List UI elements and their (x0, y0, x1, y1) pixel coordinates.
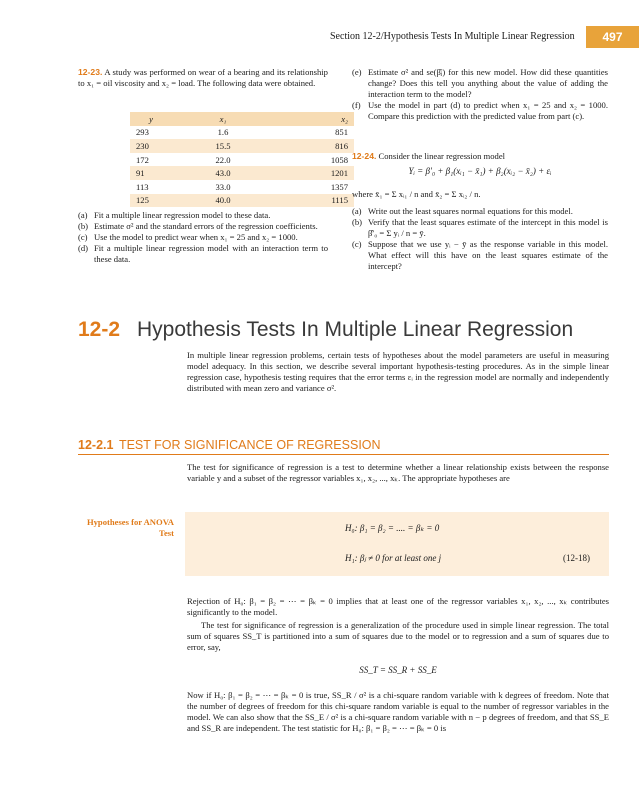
table-row (130, 194, 354, 208)
table-row (130, 180, 354, 194)
section-number: 12-2 (78, 318, 121, 341)
item-label: (a) (78, 210, 88, 220)
list-item (352, 100, 608, 122)
cell: 1115 (274, 194, 354, 208)
margin-note: Hypotheses for ANOVA Test (86, 517, 174, 538)
item-text: Estimate σ² and se(β̂ⱼ) for this new model. How did these quantities change? Does this tell you anything about the value of adding the interaction term to the model? (368, 67, 608, 99)
model-where: where x̄₁ = Σ xᵢ₁ / n and x̄₂ = Σ xᵢ₂ / n. (352, 189, 481, 199)
subsection-number: 12-2.1 (78, 438, 114, 452)
table-row (130, 153, 354, 167)
cell: 125 (130, 194, 172, 208)
cell: 33.0 (215, 181, 231, 192)
section-title: Hypothesis Tests In Multiple Linear Regression (137, 318, 574, 341)
exercise-number: 12-23. (78, 67, 103, 77)
list-item (78, 221, 328, 232)
subsection-paragraph-3: The test for significance of regression is a generalization of the procedure used in simple linear regression. The total sum of squares SS_T is partitioned into a sum of squares due to the model or to regression and a sum of squares due to error, say, (187, 620, 609, 652)
exercise-12-23-parts-cont (352, 67, 608, 122)
table-header-row (130, 112, 354, 126)
table-row (130, 139, 354, 153)
list-item (352, 239, 608, 272)
exercise-number: 12-24. (352, 151, 377, 161)
cell: 40.0 (172, 194, 274, 208)
item-label: (c) (352, 239, 362, 249)
exercise-12-24 (352, 151, 608, 162)
cell: 230 (130, 139, 172, 153)
alt-hypothesis: H₁: βⱼ ≠ 0 for at least one j (345, 553, 442, 563)
cell: 91 (130, 166, 172, 180)
cell: 1201 (274, 166, 354, 180)
item-text: Suppose that we use yᵢ − ȳ as the response variable in this model. What effect will this have on the least squares estimate of the intercept? (368, 239, 608, 271)
item-text: Use the model in part (d) to predict when x₁ = 25 and x₂ = 1000. Compare this prediction with the predicted value from part (c). (368, 100, 608, 121)
list-item (78, 243, 328, 265)
subsection-paragraph-4: Now if H₀: β₁ = β₂ = ⋯ = βₖ = 0 is true, SS_R / σ² is a chi-square random variable with k degrees of freedom. Note that the number of degrees of freedom for this chi-square random variable is equal to the number of regressor variables in the model. We can also show that the SS_E / σ² is a chi-square random variable with n − p degrees of freedom, and that SS_E and SS_R are independent. The test statistic for H₀: β₁ = β₂ = ⋯ = βₖ = 0 is (187, 690, 609, 733)
item-label: (b) (352, 217, 363, 227)
list-item (78, 232, 328, 243)
cell: 1058 (330, 154, 348, 165)
data-table (130, 112, 354, 207)
cell: 43.0 (172, 166, 274, 180)
list-item (352, 206, 608, 217)
item-text: Fit a multiple linear regression model to these data. (94, 210, 271, 220)
item-label: (a) (352, 206, 362, 216)
subsection-paragraph-2: Rejection of H₀: β₁ = β₂ = ⋯ = βₖ = 0 implies that at least one of the regressor variables x₁, x₂, ..., xₖ contributes significantly to the model. (187, 596, 609, 617)
list-item (352, 67, 608, 100)
cell: 293 (136, 127, 149, 138)
exercise-intro: Consider the linear regression model (378, 151, 506, 161)
cell: 851 (335, 127, 348, 138)
section-intro: In multiple linear regression problems, certain tests of hypotheses about the model parameters are useful in measuring model adequacy. In this section, we describe several important hypothesis-testing procedures. As in the simple linear regression case, hypothesis testing requires that the error terms εᵢ in the regression model are normally and independently distributed with mean zero and variance σ². (187, 350, 609, 393)
exercise-12-24-parts (352, 206, 608, 272)
cell: 1357 (330, 181, 348, 192)
hypotheses-box (185, 512, 609, 576)
null-hypothesis: H₀: β₁ = β₂ = .... = βₖ = 0 (345, 523, 440, 533)
subsection-rule (78, 454, 609, 455)
model-equation: Yᵢ = β′₀ + β₁(xᵢ₁ − x̄₁) + β₂(xᵢ₂ − x̄₂) + εᵢ (408, 166, 552, 176)
cell: 15.5 (172, 139, 274, 153)
subsection-title: TEST FOR SIGNIFICANCE OF REGRESSION (118, 438, 381, 452)
item-label: (c) (78, 232, 88, 242)
item-label: (b) (78, 221, 89, 231)
item-text: Fit a multiple linear regression model with an interaction term to these data. (94, 243, 328, 264)
col-header: y (130, 112, 172, 126)
col-header: x₂ (274, 112, 354, 126)
item-label: (d) (78, 243, 89, 253)
subsection-heading (78, 438, 381, 452)
cell: 113 (136, 181, 149, 192)
table-row (130, 166, 354, 180)
subsection-paragraph-1: The test for significance of regression is a test to determine whether a linear relationship exists between the response variable y and a subset of the regressor variables x₁, x₂, ..., xₖ. The appropriate hypotheses are (187, 462, 609, 483)
running-head: Section 12-2/Hypothesis Tests In Multiple Linear Regression (330, 31, 575, 42)
list-item (352, 217, 608, 239)
table-row (130, 126, 354, 140)
item-text: Estimate σ² and the standard errors of the regression coefficients. (94, 221, 318, 231)
cell: 22.0 (215, 154, 231, 165)
equation-number: (12-18) (563, 553, 590, 563)
list-item (78, 210, 328, 221)
col-header: x₁ (172, 112, 274, 126)
cell: 816 (274, 139, 354, 153)
sum-of-squares-equation: SS_T = SS_R + SS_E (359, 665, 437, 675)
exercise-text: A study was performed on wear of a bearing and its relationship to x₁ = oil viscosity and x₂ = load. The following data were obtained. (78, 67, 328, 88)
item-text: Write out the least squares normal equations for this model. (368, 206, 573, 216)
item-text: Use the model to predict wear when x₁ = 25 and x₂ = 1000. (94, 232, 298, 242)
item-label: (e) (352, 67, 362, 77)
cell: 172 (136, 154, 149, 165)
item-text: Verify that the least squares estimate of the intercept in this model is β̂′₀ = Σ yᵢ / n = ȳ. (368, 217, 608, 238)
item-label: (f) (352, 100, 361, 110)
exercise-12-23 (78, 67, 328, 89)
exercise-12-23-parts (78, 210, 328, 265)
cell: 1.6 (217, 127, 229, 138)
page-number: 497 (586, 26, 639, 48)
